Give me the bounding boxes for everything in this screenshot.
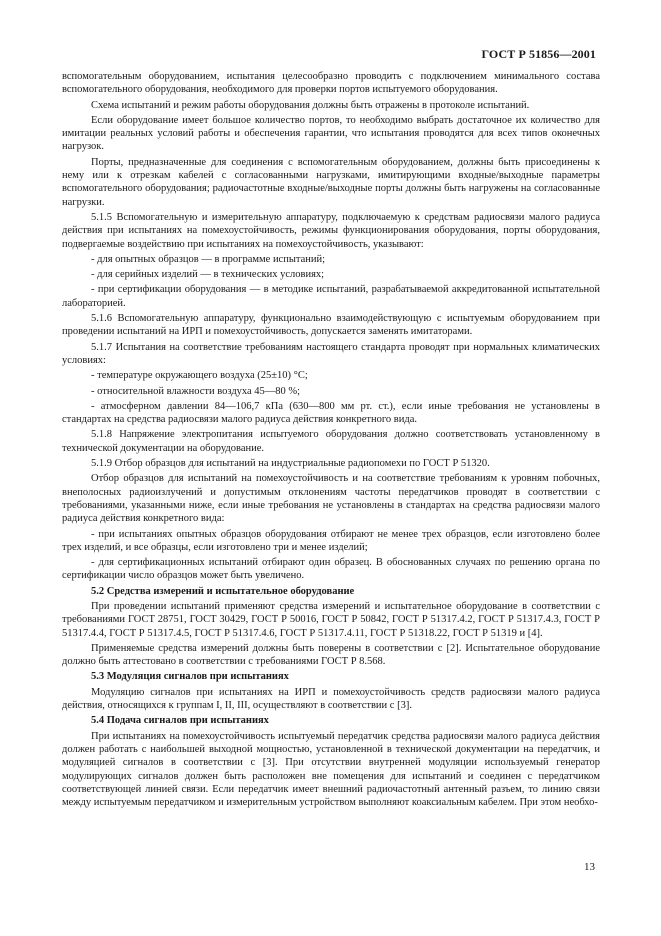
paragraph: Применяемые средства измерений должны быть поверены в соответствии с [2]. Испытательное оборудование должно быть аттестовано в соответствии с требованиями ГОСТ Р 8.568. <box>62 642 600 668</box>
paragraph: Если оборудование имеет большое количество портов, то необходимо выбрать достаточное их количество для имитации реальных условий работы и обеспечения гарантии, что испытания проводятся для всех типов оконечных нагрузок. <box>62 114 600 153</box>
list-item: - для серийных изделий — в технических условиях; <box>91 269 325 281</box>
section-5-1-7: 5.1.7 Испытания на соответствие требованиям настоящего стандарта проводят при нормальных климатических условиях: <box>62 341 600 366</box>
list-item: - для сертификационных испытаний отбирают один образец. В обоснованных случаях по решению органа по сертификации число образцов может быть увеличено. <box>62 557 600 582</box>
document-body <box>62 70 600 811</box>
paragraph: При испытаниях на помехоустойчивость испытуемый передатчик средства радиосвязи малого радиуса действия должен работать с наибольшей выходной мощностью, установленной в технической документации на передатчик, и модуляцией сигналов в соответствии с [3]. При отсутствии внутренней модуляции используемый генератор модулирующих сигналов должен быть расположен вне помещения для испытаний и соединен с передатчиком соответствующей линией связи. Если передатчик имеет внешний радиочастотный антенный разъем, то линию связи между испытуемым передатчиком и измерительным устройством выполняют коаксиальным кабелем. При этом необхо- <box>62 730 600 809</box>
paragraph: Модуляцию сигналов при испытаниях на ИРП и помехоустойчивость средств радиосвязи малого радиуса действия, относящихся к группам I, II, III, осуществляют в соответствии с [3]. <box>62 686 600 712</box>
paragraph: вспомогательным оборудованием, испытания целесообразно проводить с подключением минимального состава вспомогательного оборудования, необходимого для проверки портов испытуемого оборудования. <box>62 71 600 96</box>
section-heading-5-3: 5.3 Модуляция сигналов при испытаниях <box>91 671 289 683</box>
list-item: - для опытных образцов — в программе испытаний; <box>91 253 326 265</box>
section-5-1-6: 5.1.6 Вспомогательную аппаратуру, функционально взаимодействующую с испытуемым оборудованием при проведении испытаний на ИРП и помехоустойчивость, допускается заменять имитаторами. <box>62 313 600 338</box>
list-item: - атмосферном давлении 84—106,7 кПа (630—800 мм рт. ст.), если иные требования не установлены в стандартах на средства радиосвязи малого радиуса действия конкретного вида. <box>62 400 600 426</box>
section-heading-5-2: 5.2 Средства измерений и испытательное оборудование <box>91 585 355 597</box>
list-item: - при испытаниях опытных образцов оборудования отбирают не менее трех образцов, если изготовлено более трех изделий, и все образцы, если изготовлено три и менее изделий; <box>62 528 600 553</box>
paragraph: Отбор образцов для испытаний на помехоустойчивость и на соответствие требованиям к уровням побочных, внеполосных радиоизлучений и допустимым отклонениям частоты передатчиков проводят в соответствии с требованиями, указанными ниже, если иные требования не установлены в стандартах на средства радиосвязи малого радиуса действия конкретного вида: <box>62 473 600 525</box>
section-heading-5-4: 5.4 Подача сигналов при испытаниях <box>91 715 269 727</box>
paragraph: Схема испытаний и режим работы оборудования должны быть отражены в протоколе испытаний. <box>91 99 530 111</box>
list-item: - температуре окружающего воздуха (25±10) °С; <box>91 370 308 382</box>
section-5-1-8: 5.1.8 Напряжение электропитания испытуемого оборудования должно соответствовать установленному в технической документации на оборудование. <box>62 429 600 454</box>
list-item: - при сертификации оборудования — в методике испытаний, разрабатываемой аккредитованной испытательной лабораторией. <box>62 284 600 309</box>
section-5-1-5: 5.1.5 Вспомогательную и измерительную аппаратуру, подключаемую к средствам радиосвязи малого радиуса действия при испытаниях на помехоустойчивость, режимы функционирования оборудования, порты оборудования, подвергаемые воздействию при испытаниях на помехоустойчивость, указывают: <box>62 211 600 250</box>
paragraph: Порты, предназначенные для соединения с вспомогательным оборудованием, должны быть присоединены к нему или к отрезкам кабелей с согласованными нагрузками, имитирующими входные/выходные параметры вспомогательного оборудования; радиочастотные входные/выходные порты должны быть нагружены на согласованные нагрузки. <box>62 156 600 208</box>
page-number: 13 <box>584 861 595 873</box>
section-5-1-9: 5.1.9 Отбор образцов для испытаний на индустриальные радиопомехи по ГОСТ Р 51320. <box>91 458 490 470</box>
paragraph: При проведении испытаний применяют средства измерений и испытательное оборудование в соответствии с требованиями ГОСТ 28751, ГОСТ 30429, ГОСТ Р 50016, ГОСТ Р 50842, ГОСТ Р 51317.4.2, ГОСТ Р 51317.4.3, ГОСТ Р 51317.4.4, ГОСТ Р 51317.4.5, ГОСТ Р 51317.4.6, ГОСТ Р 51317.4.11, ГОСТ Р 51318.22, ГОСТ Р 51319 и [4]. <box>62 600 600 639</box>
list-item: - относительной влажности воздуха 45—80 %; <box>91 385 301 397</box>
document-header: ГОСТ Р 51856—2001 <box>481 47 596 61</box>
